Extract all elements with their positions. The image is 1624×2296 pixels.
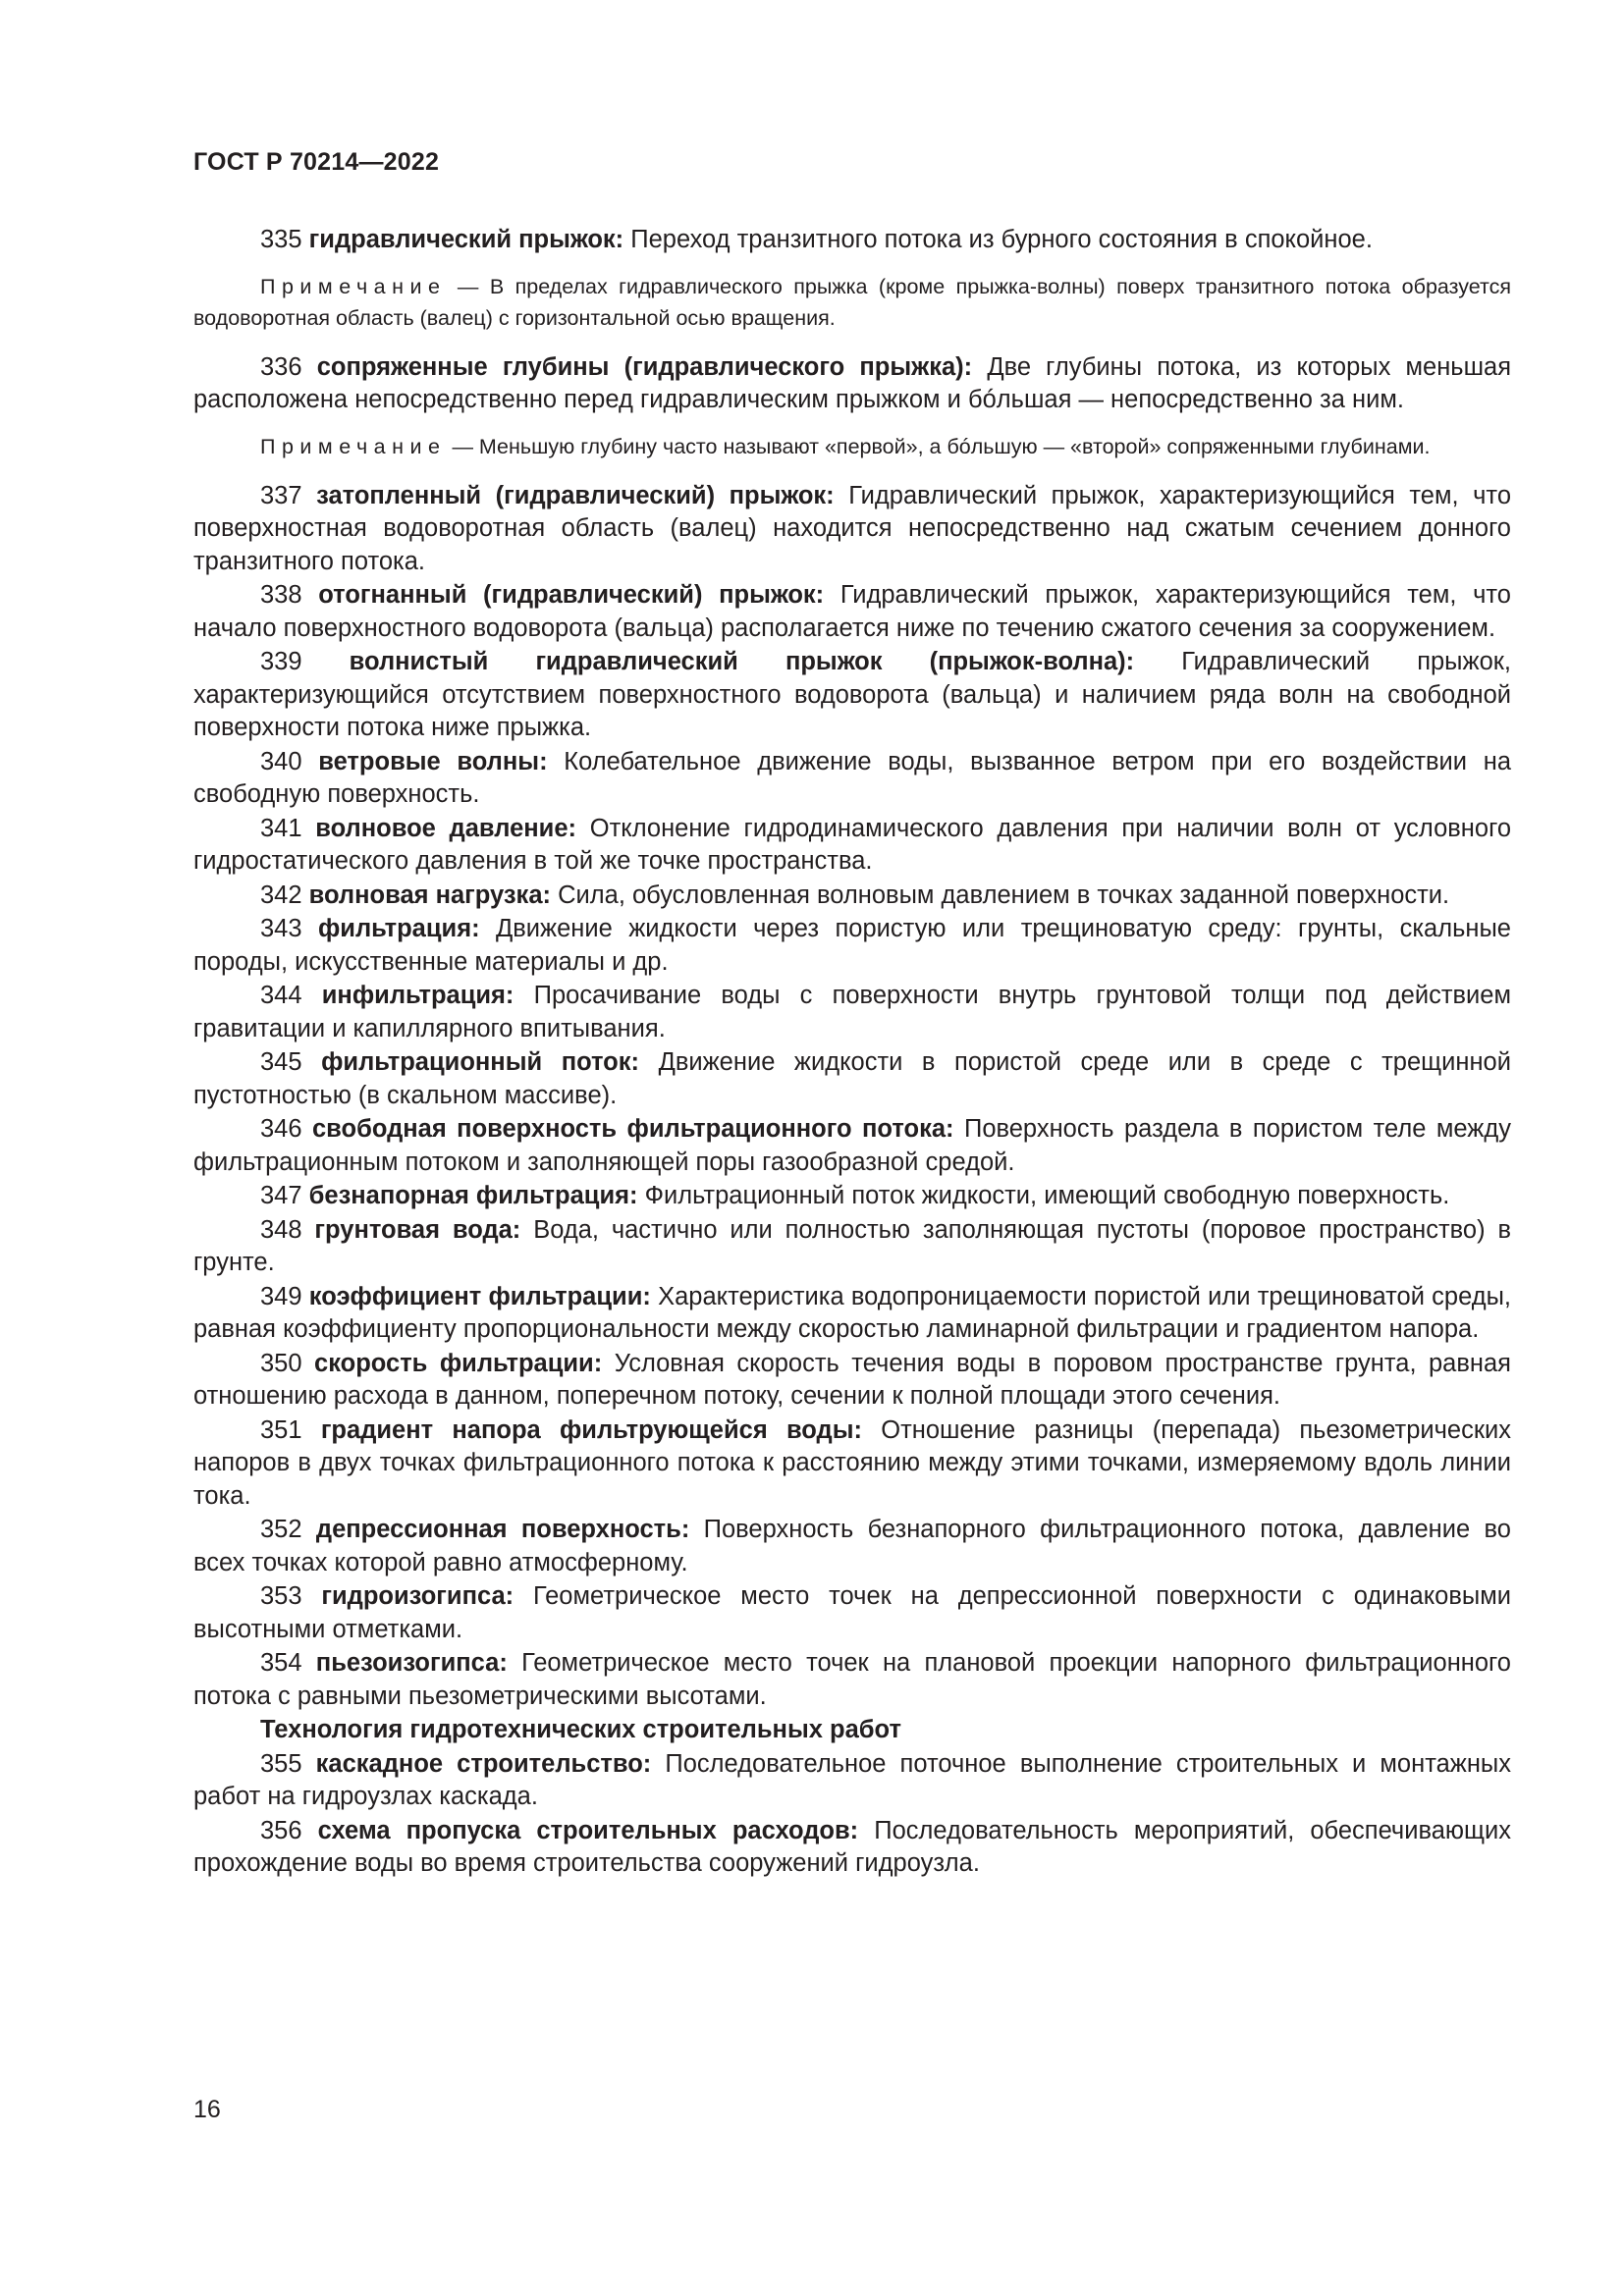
- entry-term: схема пропуска строительных расходов:: [317, 1816, 859, 1844]
- term-entry: [193, 1180, 1511, 1213]
- term-entry: [193, 980, 1511, 1045]
- entry-term: инфильтрация:: [321, 982, 514, 1009]
- note-text: — Меньшую глубину часто называют «первой», а бóльшую — «второй» сопряженными глубинами.: [452, 434, 1431, 458]
- entry-definition: Две глубины потока, из которых меньшая расположена непосредственно перед гидравлическим прыжком и бóльшая — непосредственно за ним.: [193, 352, 1512, 413]
- entry-term: затопленный (гидравлический) прыжок:: [316, 481, 835, 509]
- term-entry: [193, 1748, 1511, 1814]
- entry-number: 338: [260, 581, 302, 609]
- entry-term: гидравлический прыжок:: [308, 226, 624, 253]
- note-label: Примечание: [260, 274, 447, 298]
- term-entry: [193, 1815, 1511, 1881]
- entry-term: коэффициент фильтрации:: [308, 1282, 651, 1310]
- term-entry: [193, 480, 1511, 579]
- entry-definition: Переход транзитного потока из бурного состояния в спокойное.: [630, 226, 1373, 253]
- term-entry: [193, 579, 1511, 645]
- entry-term: каскадное строительство:: [315, 1749, 652, 1778]
- term-entry: [193, 1113, 1511, 1179]
- entry-number: 354: [260, 1649, 302, 1677]
- entry-definition: Сила, обусловленная волновым давлением в точках заданной поверхности.: [558, 881, 1450, 909]
- term-entry: [193, 1348, 1511, 1414]
- entry-term: свободная поверхность фильтрационного потока:: [312, 1115, 954, 1143]
- entry-term: сопряженные глубины (гидравлического прыжка):: [316, 352, 973, 381]
- entry-term: волновое давление:: [315, 814, 577, 842]
- note: [193, 431, 1511, 462]
- entry-number: 341: [260, 814, 302, 842]
- entry-number: 343: [260, 915, 302, 942]
- entry-term: гидроизогипса:: [321, 1582, 514, 1610]
- page-number: 16: [193, 2096, 221, 2123]
- entry-number: 335: [260, 226, 302, 253]
- entry-definition: Последовательное поточное выполнение строительных и монтажных работ на гидроузлах каскада.: [193, 1749, 1511, 1810]
- entry-number: 337: [260, 481, 302, 509]
- entry-term: градиент напора фильтрующейся воды:: [320, 1415, 862, 1444]
- entry-term: безнапорная фильтрация:: [308, 1182, 638, 1209]
- term-entry: [193, 1647, 1511, 1713]
- note-text: — В пределах гидравлического прыжка (кроме прыжка-волны) поверх транзитного потока образуется водоворотная область (валец) с горизонтальной осью вращения.: [193, 274, 1511, 330]
- entry-number: 346: [260, 1115, 302, 1143]
- entry-definition: Просачивание воды с поверхности внутрь грунтовой толщи под действием гравитации и капиллярного впитывания.: [193, 982, 1512, 1042]
- entry-definition: Гидравлический прыжок, характеризующийся тем, что поверхностная водоворотная область (валец) находится непосредственно над сжатым сечением донного транзитного потока.: [193, 481, 1512, 575]
- term-entry: [193, 1281, 1511, 1347]
- entry-definition: Геометрическое место точек на депрессионной поверхности с одинаковыми высотными отметками.: [193, 1582, 1511, 1643]
- entry-definition: Гидравлический прыжок, характеризующийся тем, что начало поверхностного водоворота (вальца) располагается ниже по течению сжатого сечения за сооружением.: [193, 581, 1511, 642]
- entry-definition: Отношение разницы (перепада) пьезометрических напоров в двух точках фильтрационного потока к расстоянию между этими точками, измеряемому вдоль линии тока.: [193, 1415, 1512, 1510]
- term-entry: [193, 646, 1511, 745]
- entry-term: грунтовая вода:: [314, 1215, 521, 1244]
- term-entry: [193, 1415, 1511, 1514]
- entry-definition: Геометрическое место точек на плановой проекции напорного фильтрационного потока с равными пьезометрическими высотами.: [193, 1649, 1511, 1710]
- entry-definition: Движение жидкости в пористой среде или в среде с трещинной пустотностью (в скальном массиве).: [193, 1048, 1511, 1109]
- term-entry: [193, 813, 1511, 879]
- entry-definition: Фильтрационный поток жидкости, имеющий свободную поверхность.: [644, 1182, 1450, 1209]
- document-body: [193, 224, 1511, 1881]
- entry-definition: Последовательность мероприятий, обеспечивающих прохождение воды во время строительства сооружений гидроузла.: [193, 1816, 1511, 1877]
- section-heading: Технология гидротехнических строительных работ: [260, 1716, 901, 1743]
- entry-number: 345: [260, 1048, 302, 1076]
- entry-number: 339: [260, 648, 302, 675]
- entry-definition: Колебательное движение воды, вызванное ветром при его воздействии на свободную поверхность.: [193, 747, 1511, 808]
- entry-term: волновая нагрузка:: [308, 881, 551, 909]
- document-code: ГОСТ Р 70214—2022: [193, 148, 440, 176]
- note-label: Примечание: [260, 434, 447, 458]
- term-entry: [193, 746, 1511, 812]
- entry-definition: Вода, частично или полностью заполняющая пустоты (поровое пространство) в грунте.: [193, 1215, 1511, 1276]
- entry-number: 353: [260, 1582, 302, 1610]
- entry-number: 349: [260, 1282, 302, 1310]
- entry-number: 340: [260, 747, 302, 775]
- entry-number: 347: [260, 1182, 302, 1209]
- entry-definition: Движение жидкости через пористую или трещиноватую среду: грунты, скальные породы, искусственные материалы и др.: [193, 915, 1511, 976]
- note: [193, 271, 1511, 334]
- term-entry: [193, 351, 1511, 417]
- entry-definition: Поверхность раздела в пористом теле между фильтрационным потоком и заполняющей поры газообразной средой.: [193, 1115, 1511, 1176]
- entry-term: пьезоизогипса:: [315, 1649, 508, 1677]
- term-entry: [193, 1046, 1511, 1112]
- entry-definition: Условная скорость течения воды в поровом пространстве грунта, равная отношению расхода в данном, поперечном потоку, сечении к полной площади этого сечения.: [193, 1349, 1511, 1410]
- entry-number: 352: [260, 1516, 302, 1543]
- term-entry: [193, 913, 1511, 979]
- entry-number: 355: [260, 1749, 302, 1778]
- entry-term: отогнанный (гидравлический) прыжок:: [318, 581, 825, 609]
- entry-term: ветровые волны:: [318, 747, 548, 775]
- entry-term: фильтрация:: [317, 915, 480, 942]
- entry-number: 344: [260, 982, 302, 1009]
- entry-number: 356: [260, 1816, 302, 1844]
- term-entry: [193, 880, 1511, 913]
- entry-definition: Характеристика водопроницаемости пористой или трещиноватой среды, равная коэффициенту пропорциональности между скоростью ламинарной фильтрации и градиентом напора.: [193, 1282, 1512, 1343]
- entry-number: 336: [260, 352, 302, 381]
- term-entry: [193, 1514, 1511, 1579]
- entry-number: 350: [260, 1349, 302, 1377]
- entry-term: волнистый гидравлический прыжок (прыжок-волна):: [349, 648, 1135, 675]
- entry-term: фильтрационный поток:: [321, 1048, 640, 1076]
- entry-definition: Отклонение гидродинамического давления при наличии волн от условного гидростатического давления в той же точке пространства.: [193, 814, 1511, 875]
- entry-term: скорость фильтрации:: [314, 1349, 603, 1377]
- entry-number: 342: [260, 881, 302, 909]
- entry-term: депрессионная поверхность:: [315, 1516, 690, 1543]
- entry-number: 348: [260, 1215, 302, 1244]
- term-entry: [193, 1214, 1511, 1280]
- entry-number: 351: [260, 1415, 302, 1444]
- entry-definition: Поверхность безнапорного фильтрационного потока, давление во всех точках которой равно атмосферному.: [193, 1516, 1511, 1576]
- term-entry: [193, 1580, 1511, 1646]
- entry-definition: Гидравлический прыжок, характеризующийся отсутствием поверхностного водоворота (вальца) и наличием ряда волн на свободной поверхности потока ниже прыжка.: [193, 648, 1511, 741]
- term-entry: [193, 224, 1511, 257]
